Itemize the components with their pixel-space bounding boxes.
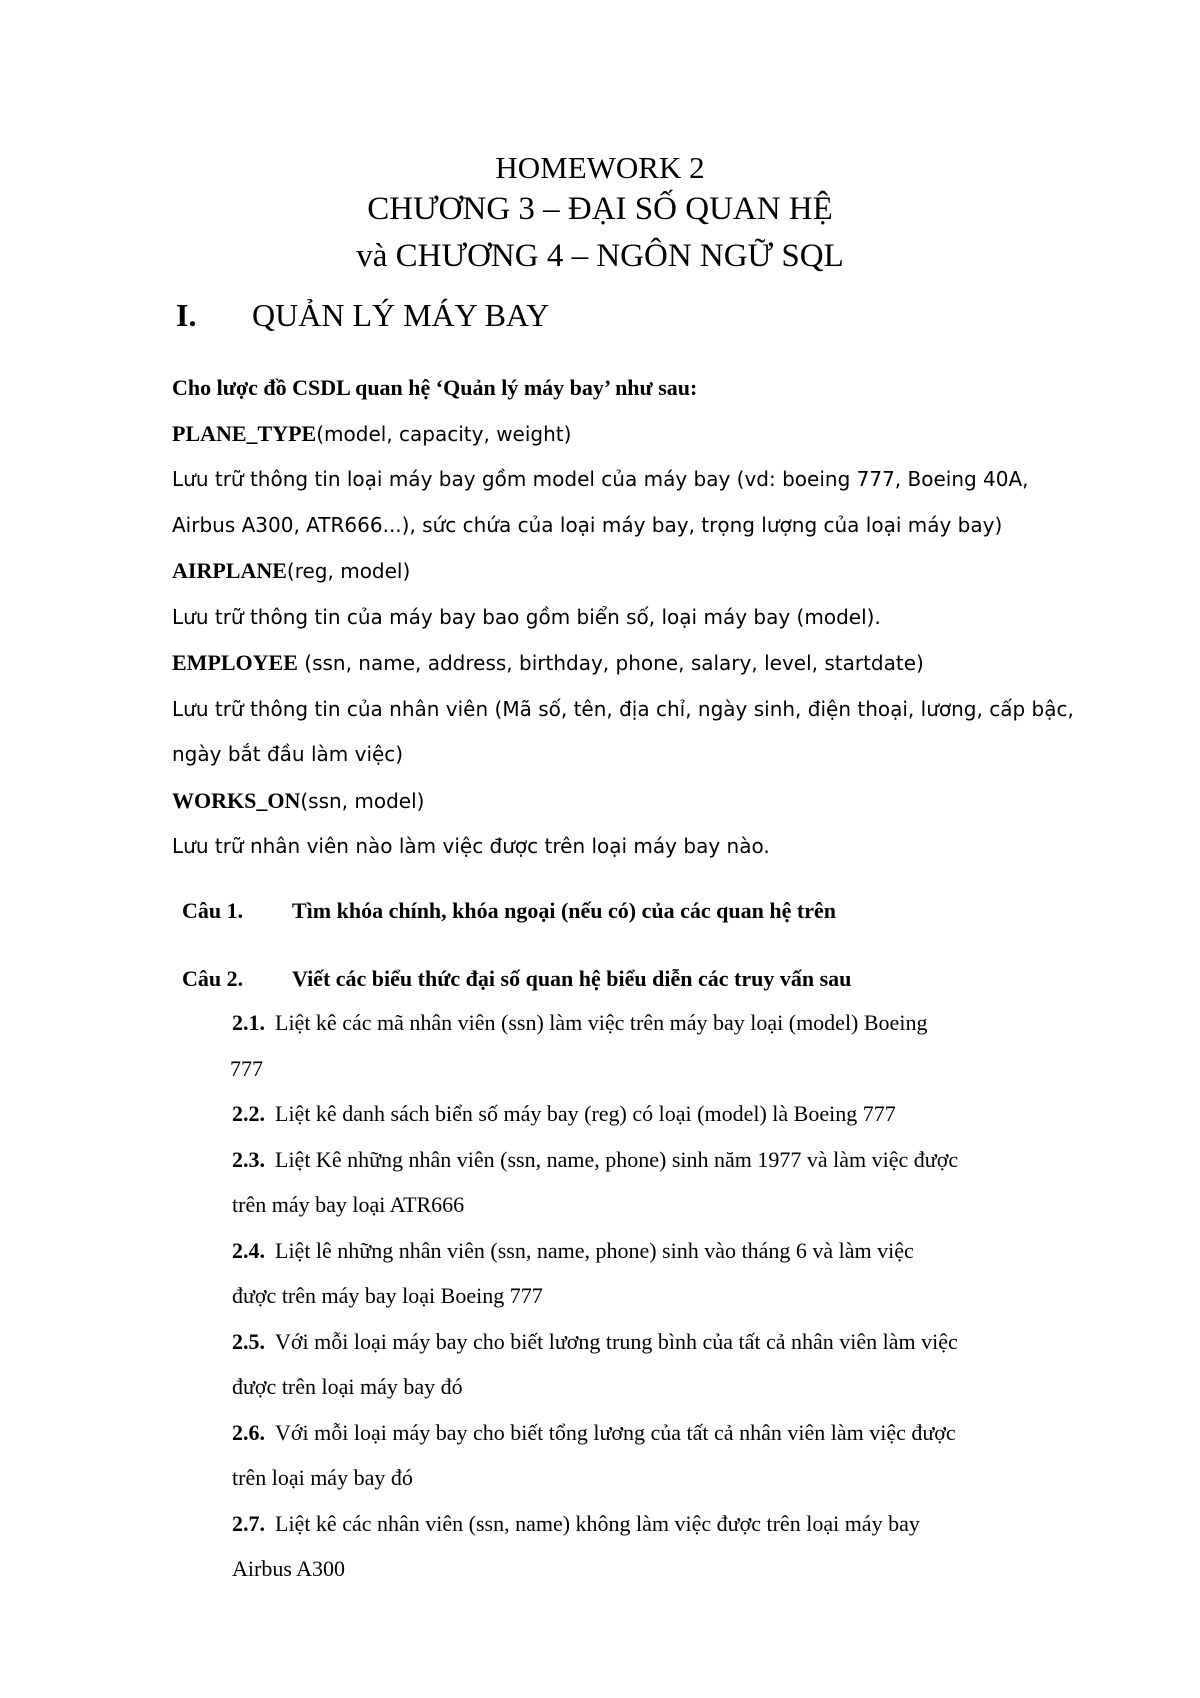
schema-name: EMPLOYEE [172,650,298,675]
schema-name: WORKS_ON [172,787,301,813]
question-number: Câu 1. [182,898,244,923]
question-number: Câu 2. [182,966,244,991]
schema-line-works-on [172,778,1092,825]
schema-desc: Lưu trữ thông tin của máy bay bao gồm biển số, loại máy bay (model). [172,604,881,629]
sub-question: 2.3. Liệt Kê những nhân viên (ssn, name, phone) sinh năm 1977 và làm việc được trên máy bay loại ATR666 [232,1146,959,1217]
schema-line-employee [172,640,1092,687]
sub-question: 2.5. Với mỗi loại máy bay cho biết lương trung bình của tất cả nhân viên làm việc được trên loại máy bay đó [232,1328,958,1399]
sub-question: 2.7. Liệt kê các nhân viên (ssn, name) không làm việc được trên loại máy bay Airbus A300 [232,1510,920,1581]
schema-description [172,365,1092,870]
schema-name: AIRPLANE [172,558,287,583]
schema-line-airplane [172,548,1092,595]
schema-attrs: (reg, model) [286,559,411,583]
title-line-chapter3: CHƯƠNG 3 – ĐẠI SỐ QUAN HỆ [367,191,833,227]
sub-question: 2.1. Liệt kê các mã nhân viên (ssn) làm việc trên máy bay loại (model) Boeing 777 [230,1010,928,1081]
schema-attrs: (ssn, model) [300,788,425,813]
schema-desc: Lưu trữ thông tin của nhân viên (Mã số, tên, địa chỉ, ngày sinh, điện thoại, lương, cấp bậc, ngày bắt đầu làm việc) [172,696,1074,766]
schema-desc: Lưu trữ thông tin loại máy bay gồm model của máy bay (vd: boeing 777, Boeing 40A, Airbus A300, ATR666...), sức chứa của loại máy bay, trọng lượng của loại máy bay) [172,467,1029,537]
question-1 [182,896,1092,926]
schema-attrs: (model, capacity, weight) [316,421,572,446]
section-heading [176,295,549,335]
schema-name: PLANE_TYPE [172,420,317,446]
question-text: Tìm khóa chính, khóa ngoại (nếu có) của các quan hệ trên [292,898,836,923]
question-text: Viết các biểu thức đại số quan hệ biểu diễn các truy vấn sau [292,966,852,991]
title-line-homework: HOMEWORK 2 [495,150,705,185]
sub-question: 2.4. Liệt lê những nhân viên (ssn, name, phone) sinh vào tháng 6 và làm việc được trên máy bay loại Boeing 777 [232,1237,914,1308]
schema-desc: Lưu trữ nhân viên nào làm việc được trên loại máy bay nào. [172,834,770,858]
intro-text: Cho lược đồ CSDL quan hệ ‘Quản lý máy bay’ như sau: [172,375,698,400]
title-line-chapter4: và CHƯƠNG 4 – NGÔN NGỮ SQL [356,238,844,274]
section-title: QUẢN LÝ MÁY BAY [252,297,550,333]
question-2 [182,964,1092,994]
schema-attrs: (ssn, name, address, birthday, phone, salary, level, startdate) [297,651,924,675]
section-number: I. [176,297,197,333]
sub-question-list [232,1000,1092,1592]
document-title [0,150,1200,280]
schema-line-plane-type [172,411,1092,458]
sub-question: 2.6. Với mỗi loại máy bay cho biết tổng lương của tất cả nhân viên làm việc được trên loại máy bay đó [232,1419,956,1490]
sub-question: 2.2. Liệt kê danh sách biển số máy bay (reg) có loại (model) là Boeing 777 [232,1101,896,1126]
